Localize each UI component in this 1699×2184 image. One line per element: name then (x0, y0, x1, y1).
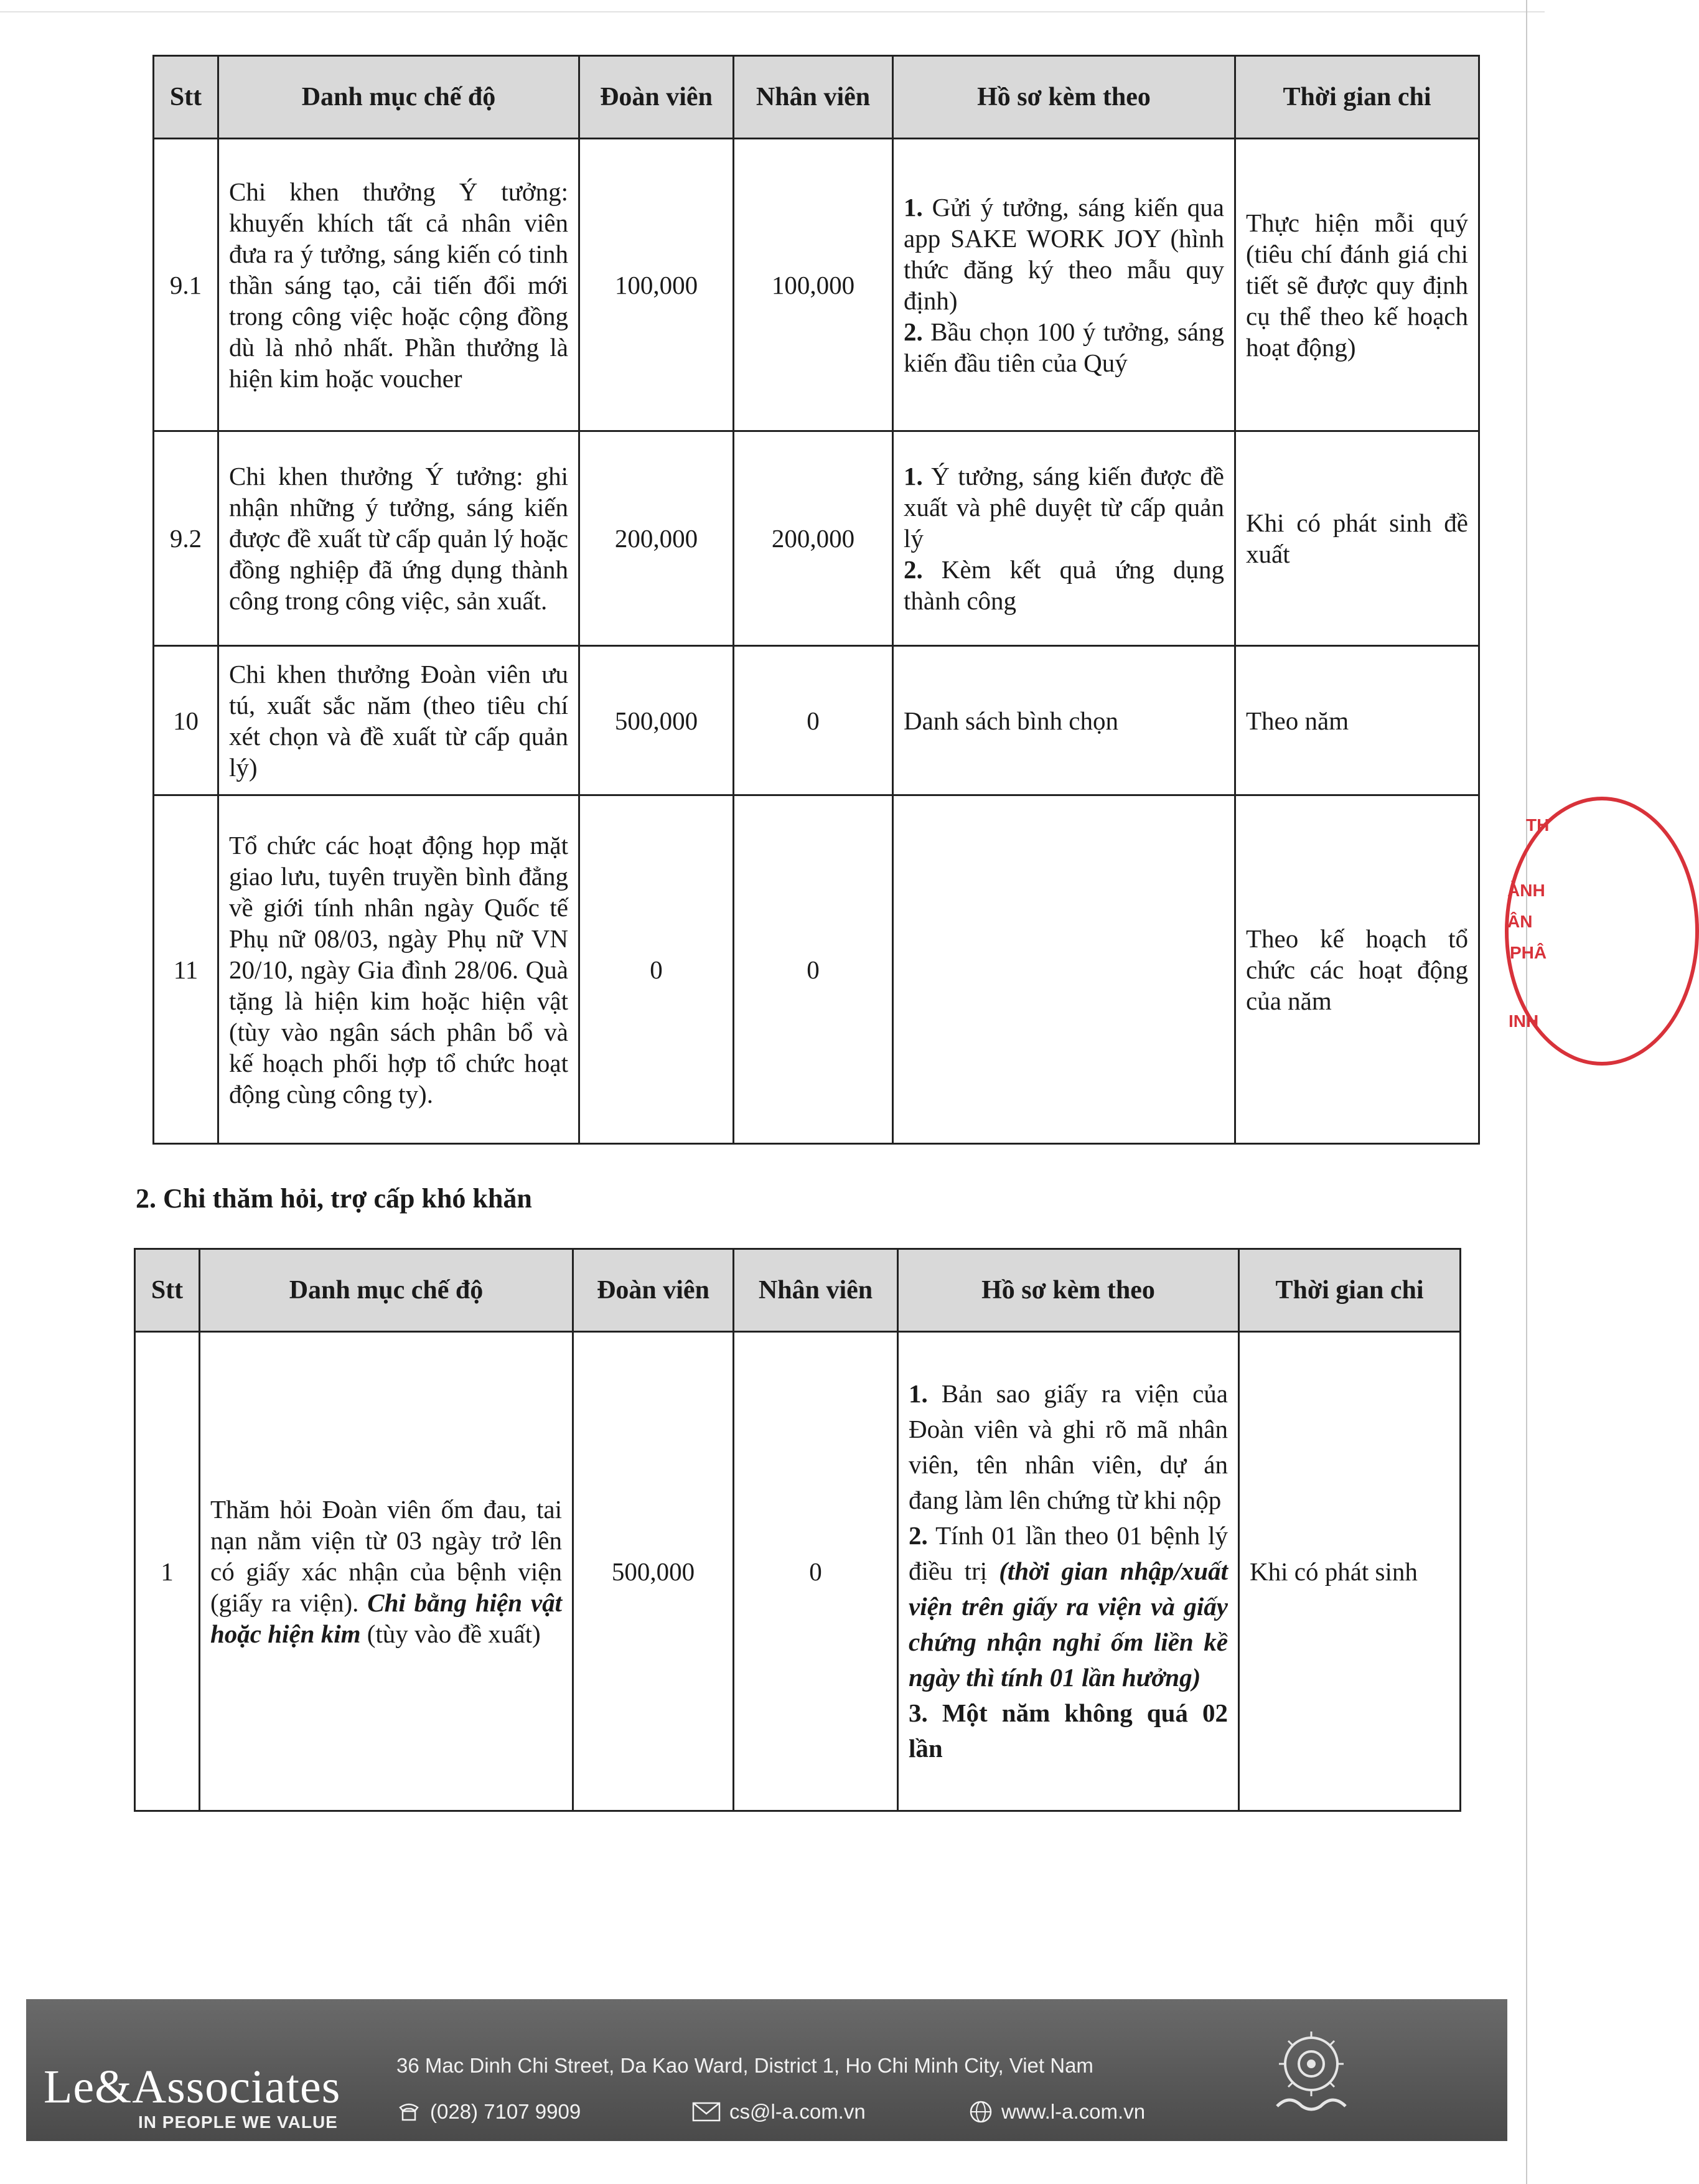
row-documents: Danh sách bình chọn (893, 646, 1235, 795)
email-contact[interactable] (692, 2100, 866, 2124)
row-employee-amount: 0 (734, 1332, 898, 1811)
row-union-amount: 500,000 (579, 646, 734, 795)
document-item: 3. Một năm không quá 02 lần (909, 1699, 1228, 1763)
row-employee-amount: 100,000 (734, 139, 893, 431)
row-stt: 1 (135, 1332, 200, 1811)
website-url[interactable]: www.l-a.com.vn (1001, 2100, 1146, 2123)
row-payment-time: Khi có phát sinh đề xuất (1235, 431, 1479, 646)
section-heading: 2. Chi thăm hỏi, trợ cấp khó khăn (136, 1183, 532, 1214)
table-row (154, 139, 1479, 431)
company-address: 36 Mac Dinh Chi Street, Da Kao Ward, District 1, Ho Chi Minh City, Viet Nam (396, 2054, 1093, 2077)
document-item: 1. Bản sao giấy ra viện của Đoàn viên và ghi rõ mã nhân viên, tên nhân viên, dự án đang làm lên chứng từ khi nộp (909, 1379, 1228, 1514)
row-payment-time: Theo năm (1235, 646, 1479, 795)
col-header-documents: Hồ sơ kèm theo (898, 1249, 1239, 1332)
row-employee-amount: 0 (734, 646, 893, 795)
col-header-stt: Stt (135, 1249, 200, 1332)
col-header-stt: Stt (154, 56, 218, 139)
row-stt: 11 (154, 795, 218, 1144)
page-top-edge (0, 11, 1545, 12)
col-header-union-member: Đoàn viên (579, 56, 734, 139)
row-description: Thăm hỏi Đoàn viên ốm đau, tai nạn nằm viện từ 03 ngày trở lên có giấy xác nhận của bệnh viện (giấy ra viện). Chi bằng hiện vật hoặc hiện kim (tùy vào đề xuất) (200, 1332, 573, 1811)
row-documents (898, 1332, 1239, 1811)
row-employee-amount: 0 (734, 795, 893, 1144)
document-item: 2. Kèm kết quả ứng dụng thành công (904, 555, 1224, 615)
phone-contact (396, 2100, 581, 2124)
row-union-amount: 100,000 (579, 139, 734, 431)
col-header-union-member: Đoàn viên (573, 1249, 734, 1332)
row-stt: 10 (154, 646, 218, 795)
table-row (154, 431, 1479, 646)
phone-icon (396, 2101, 421, 2122)
row-description: Chi khen thưởng Ý tưởng: khuyến khích tất cả nhân viên đưa ra ý tưởng, sáng kiến có tinh thần sáng tạo, cải tiến đổi mới trong công việc hoặc cộng đồng dù là nhỏ nhất. Phần thưởng là hiện kim hoặc voucher (218, 139, 579, 431)
row-union-amount: 0 (579, 795, 734, 1144)
row-description-italic: Chi bằng hiện vật hoặc hiện kim (210, 1588, 562, 1648)
col-header-payment-time: Thời gian chi (1239, 1249, 1461, 1332)
row-employee-amount: 200,000 (734, 431, 893, 646)
col-header-employee: Nhân viên (734, 56, 893, 139)
col-header-documents: Hồ sơ kèm theo (893, 56, 1235, 139)
row-description: Chi khen thưởng Đoàn viên ưu tú, xuất sắc năm (theo tiêu chí xét chọn và đề xuất từ cấp quản lý) (218, 646, 579, 795)
document-item: 2. Bầu chọn 100 ý tưởng, sáng kiến đầu tiên của Quý (904, 317, 1224, 377)
row-stt: 9.2 (154, 431, 218, 646)
document-item: 1. Ý tưởng, sáng kiến được đề xuất và phê duyệt từ cấp quản lý (904, 462, 1224, 553)
page-right-edge (1526, 0, 1527, 2184)
company-footer (26, 1999, 1507, 2141)
company-logo: Le&Associates (44, 2061, 341, 2113)
row-documents (893, 795, 1235, 1144)
table-row (154, 646, 1479, 795)
col-header-category: Danh mục chế độ (218, 56, 579, 139)
row-stt: 9.1 (154, 139, 218, 431)
row-union-amount: 500,000 (573, 1332, 734, 1811)
benefits-table-1 (152, 55, 1480, 1145)
document-item: 1. Gửi ý tưởng, sáng kiến qua app SAKE WORK JOY (hình thức đăng ký theo mẫu quy định) (904, 192, 1224, 315)
row-documents (893, 139, 1235, 431)
row-payment-time: Khi có phát sinh (1239, 1332, 1461, 1811)
row-description: Chi khen thưởng Ý tưởng: ghi nhận những ý tưởng, sáng kiến được đề xuất từ cấp quản lý hoặc đồng nghiệp đã ứng dụng thành công trong công việc, sản xuất. (218, 431, 579, 646)
website-contact[interactable] (969, 2100, 1145, 2124)
benefits-table-2 (134, 1248, 1461, 1812)
company-emblem-icon (1265, 2025, 1358, 2119)
row-payment-time: Thực hiện mỗi quý (tiêu chí đánh giá chi tiết sẽ được quy định cụ thể theo kế hoạch hoạt động) (1235, 139, 1479, 431)
row-union-amount: 200,000 (579, 431, 734, 646)
col-header-employee: Nhân viên (734, 1249, 898, 1332)
col-header-payment-time: Thời gian chi (1235, 56, 1479, 139)
globe-icon (969, 2100, 993, 2124)
email-icon (692, 2101, 721, 2122)
email-address[interactable]: cs@l-a.com.vn (729, 2100, 866, 2123)
col-header-category: Danh mục chế độ (200, 1249, 573, 1332)
table-header-row (154, 56, 1479, 139)
row-description: Tổ chức các hoạt động họp mặt giao lưu, tuyên truyền bình đẳng về giới tính nhân ngày Quốc tế Phụ nữ 08/03, ngày Phụ nữ VN 20/10, ngày Gia đình 28/06. Quà tặng là hiện kim hoặc hiện vật (tùy vào ngân sách phân bổ và kế hoạch phối hợp tổ chức hoạt động cùng công ty). (218, 795, 579, 1144)
red-seal-stamp: TH ÀNH ÂN PHÂ INH (1505, 797, 1545, 1058)
table-row (154, 795, 1479, 1144)
table-row (135, 1332, 1461, 1811)
document-item: 2. Tính 01 lần theo 01 bệnh lý điều trị (thời gian nhập/xuất viện trên giấy ra viện và giấy chứng nhận nghỉ ốm liền kề ngày thì tính 01 lần hưởng) (909, 1521, 1229, 1692)
phone-number: (028) 7107 9909 (430, 2100, 581, 2123)
table-header-row (135, 1249, 1461, 1332)
company-slogan: IN PEOPLE WE VALUE (138, 2112, 338, 2132)
row-payment-time: Theo kế hoạch tổ chức các hoạt động của năm (1235, 795, 1479, 1144)
row-documents (893, 431, 1235, 646)
